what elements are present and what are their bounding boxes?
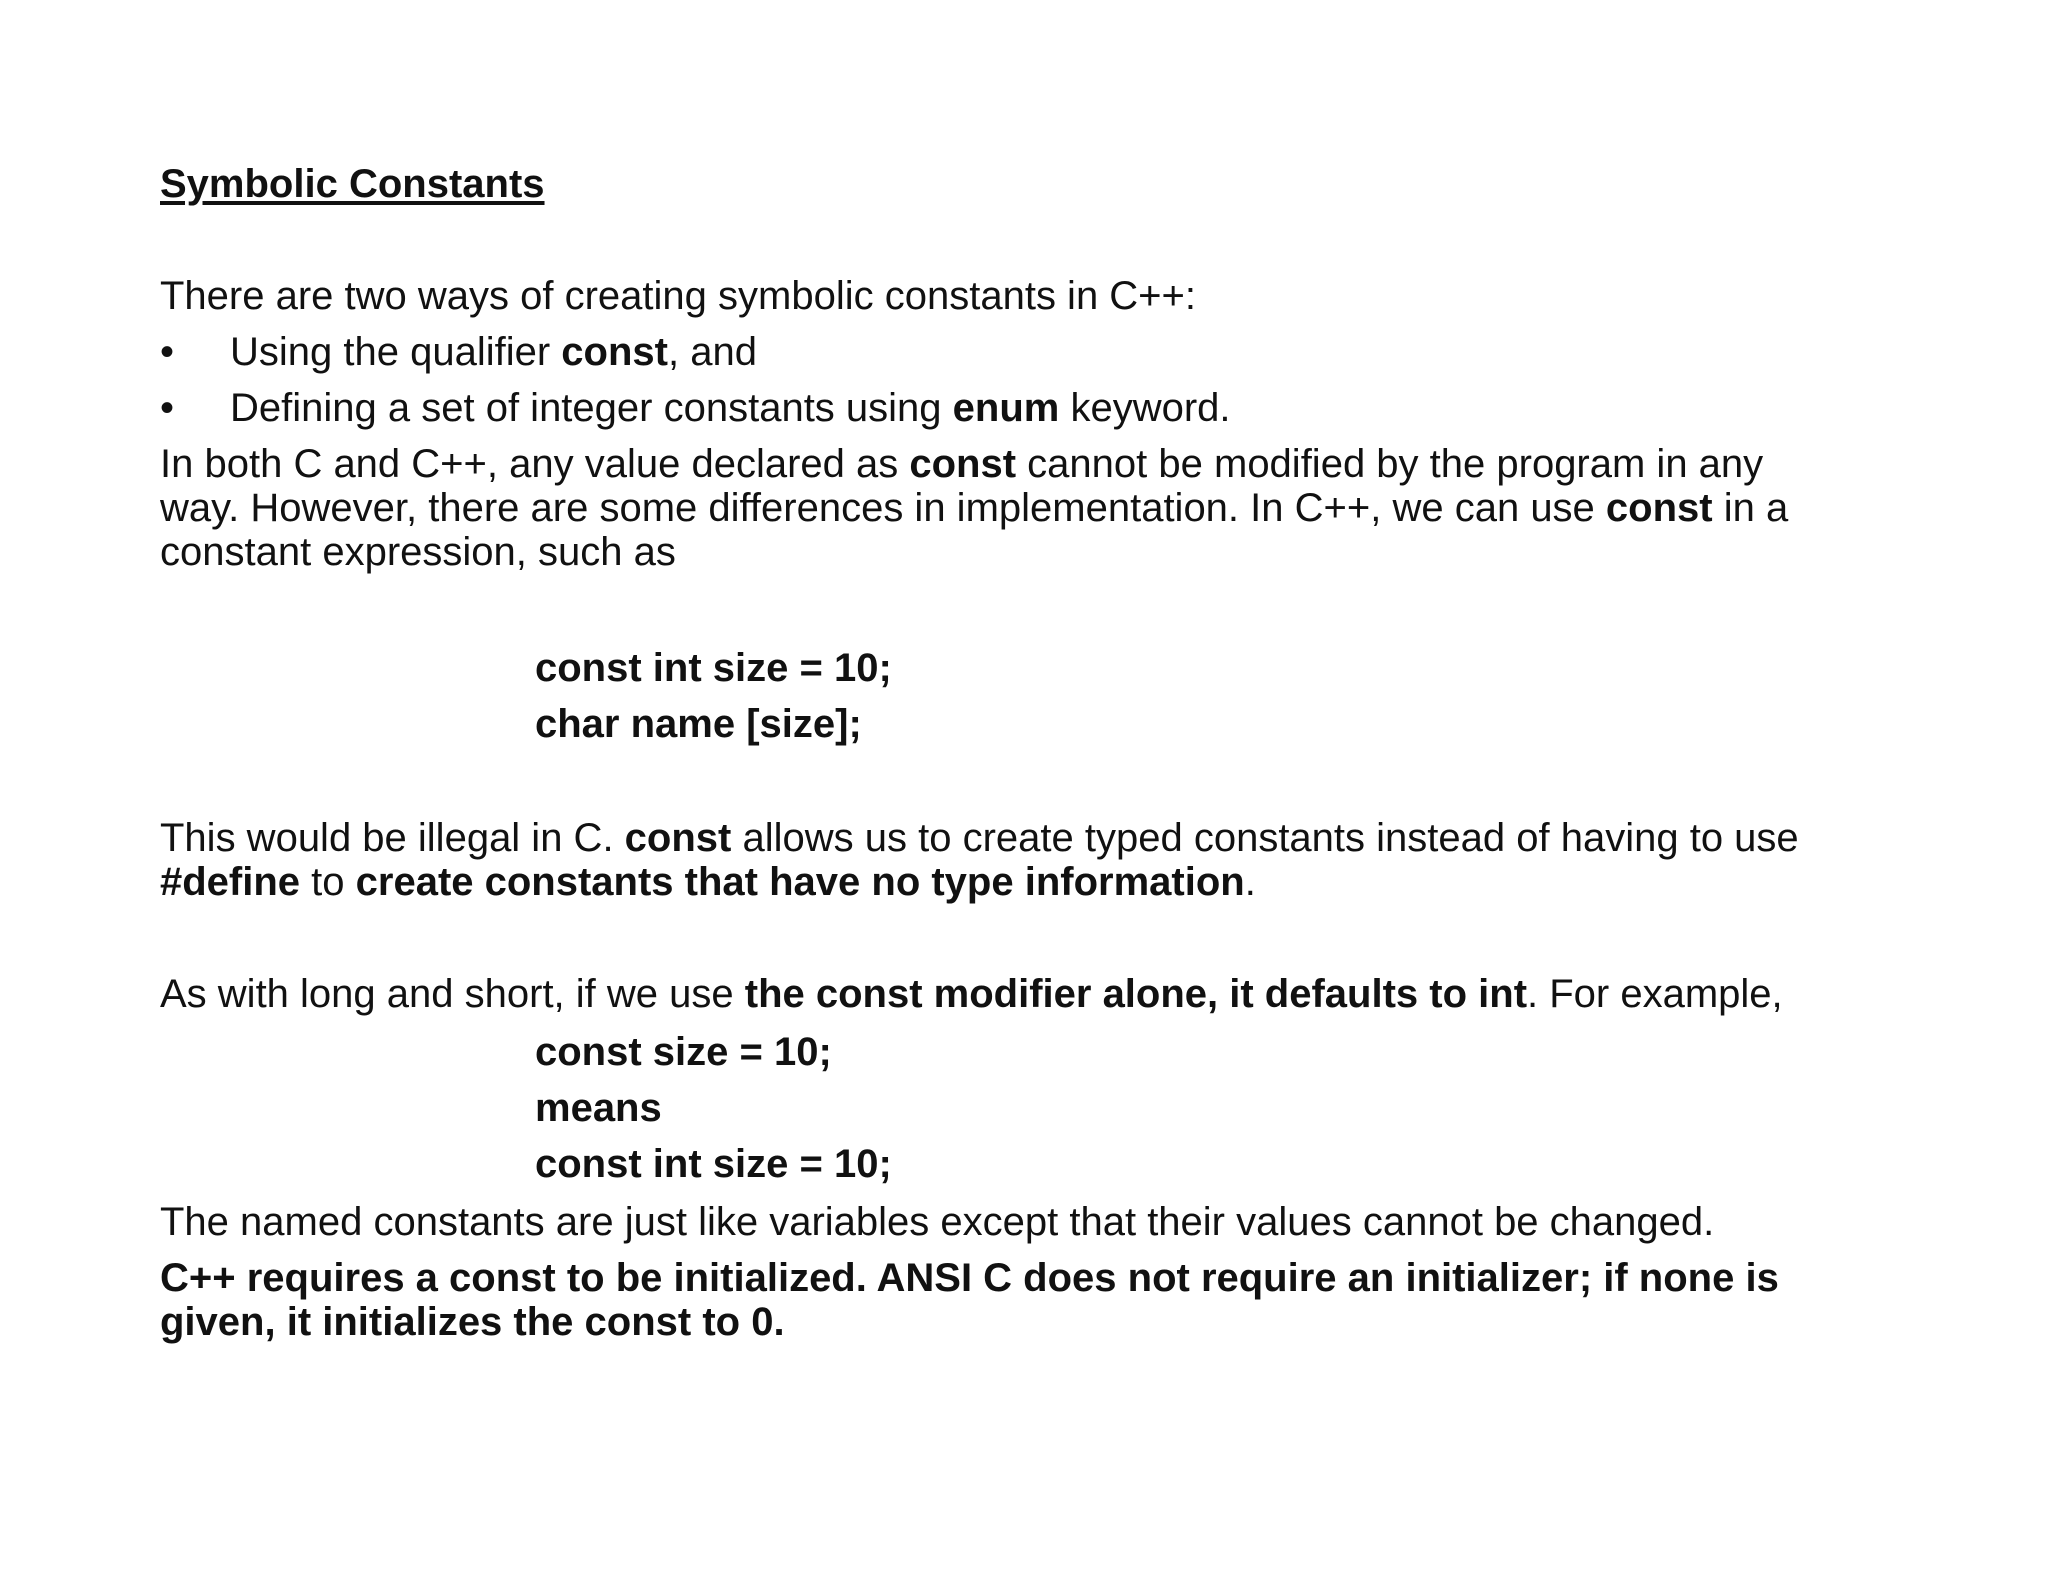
text: allows us to create typed constants instead of having to use (731, 816, 1799, 860)
bullet-text: Using the qualifier (230, 330, 562, 374)
bullet-text: , and (667, 330, 757, 374)
code-line: char name [size]; (535, 702, 862, 746)
keyword: const (909, 442, 1017, 486)
paragraph-line: constant expression, such as (160, 530, 676, 574)
code-line: const int size = 10; (535, 646, 892, 690)
bullet-icon: • (160, 330, 175, 374)
page-title: Symbolic Constants (160, 162, 545, 206)
paragraph-line (160, 860, 1920, 904)
keyword: the const modifier alone, it defaults to int (744, 972, 1528, 1016)
paragraph-line: C++ requires a const to be initialized. ANSI C does not require an initializer; if none is (160, 1256, 1779, 1300)
paragraph-line (160, 816, 1920, 860)
keyword: create constants that have no type information (355, 860, 1245, 904)
intro-text: There are two ways of creating symbolic constants in C++: (160, 274, 1197, 318)
bullet-text: keyword. (1059, 386, 1231, 430)
bullet-text: Defining a set of integer constants using (230, 386, 953, 430)
text: cannot be modified by the program in any (1016, 442, 1764, 486)
text: . For example, (1527, 972, 1783, 1016)
paragraph-line: The named constants are just like variables except that their values cannot be changed. (160, 1200, 1715, 1244)
text: way. However, there are some differences in implementation. In C++, we can use (160, 486, 1606, 530)
bullet-icon: • (160, 386, 175, 430)
text: . (1244, 860, 1256, 904)
keyword: const (561, 330, 668, 374)
text: to (300, 860, 356, 904)
keyword: const (624, 816, 732, 860)
paragraph-line: given, it initializes the const to 0. (160, 1300, 785, 1344)
list-item (160, 330, 757, 374)
code-line: const int size = 10; (535, 1142, 892, 1186)
paragraph-line (160, 972, 1920, 1016)
code-line: const size = 10; (535, 1030, 832, 1074)
keyword: const (1605, 486, 1713, 530)
list-item (160, 386, 1231, 430)
text: This would be illegal in C. (160, 816, 625, 860)
text: As with long and short, if we use (160, 972, 745, 1016)
text: in a (1712, 486, 1789, 530)
paragraph-line (160, 486, 1920, 530)
code-line: means (535, 1086, 662, 1130)
keyword: #define (160, 860, 301, 904)
text: In both C and C++, any value declared as (160, 442, 910, 486)
paragraph-line (160, 442, 1920, 486)
keyword: enum (952, 386, 1060, 430)
